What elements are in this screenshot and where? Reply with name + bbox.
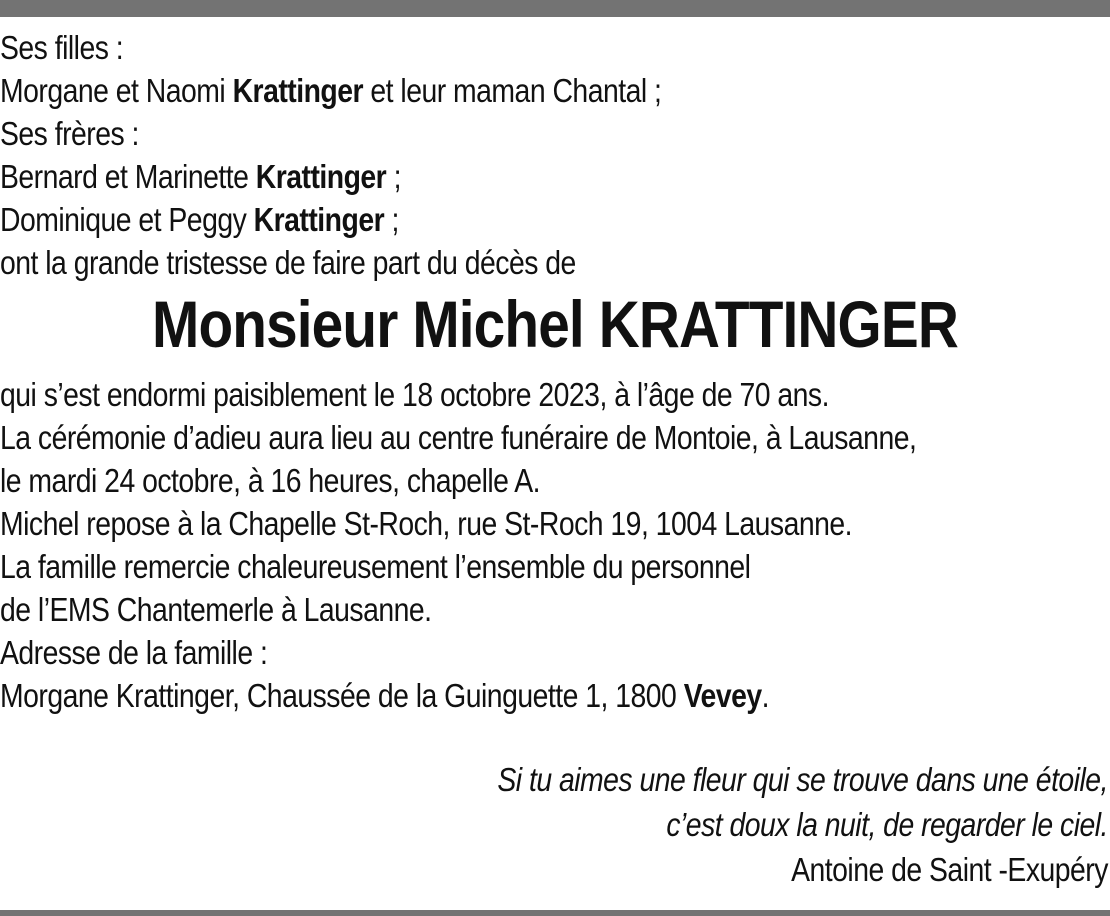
brother-2-surname: Krattinger: [253, 201, 385, 238]
address-heading: Adresse de la famille :: [0, 634, 268, 671]
brother-2-suffix: ;: [384, 201, 399, 238]
detail-line: le mardi 24 octobre, à 16 heures, chapelle A.: [0, 462, 541, 499]
detail-line: La cérémonie d’adieu aura lieu au centre funéraire de Montoie, à Lausanne,: [0, 419, 917, 456]
detail-line: qui s’est endormi paisiblement le 18 octobre 2023, à l’âge de 70 ans.: [0, 376, 829, 413]
death-notice: [0, 26, 1110, 717]
bottom-rule: [0, 910, 1110, 916]
detail-line: Michel repose à la Chapelle St-Roch, rue St-Roch 19, 1004 Lausanne.: [0, 505, 853, 542]
announcement-line: ont la grande tristesse de faire part du décès de: [0, 244, 576, 281]
address-period: .: [761, 677, 770, 714]
brother-1-line: [0, 155, 955, 198]
address-street: Morgane Krattinger, Chaussée de la Guinguette 1, 1800: [0, 677, 684, 714]
brother-2-line: [0, 198, 955, 241]
brother-2-names: Dominique et Peggy: [0, 201, 254, 238]
detail-line: La famille remercie chaleureusement l’ensemble du personnel: [0, 548, 751, 585]
quote-author: Antoine de Saint -Exupéry: [791, 851, 1108, 888]
quote-line-1: Si tu aimes une fleur qui se trouve dans une étoile,: [497, 761, 1108, 798]
quote-line-2: c’est doux la nuit, de regarder le ciel.: [666, 806, 1108, 843]
closing-quote: [398, 757, 1108, 892]
brother-1-suffix: ;: [386, 158, 401, 195]
brother-1-surname: Krattinger: [255, 158, 387, 195]
deceased-name: Monsieur Michel KRATTINGER: [152, 287, 958, 361]
brothers-heading: Ses frères :: [0, 115, 139, 152]
detail-line: de l’EMS Chantemerle à Lausanne.: [0, 591, 432, 628]
daughters-suffix: et leur maman Chantal ;: [363, 72, 662, 109]
daughters-names: Morgane et Naomi: [0, 72, 233, 109]
daughters-surname: Krattinger: [232, 72, 364, 109]
daughters-heading: Ses filles :: [0, 29, 124, 66]
address-city: Vevey: [683, 677, 762, 714]
top-rule: [0, 0, 1110, 17]
address-line: [0, 674, 955, 717]
daughters-line: [0, 69, 955, 112]
brother-1-names: Bernard et Marinette: [0, 158, 256, 195]
